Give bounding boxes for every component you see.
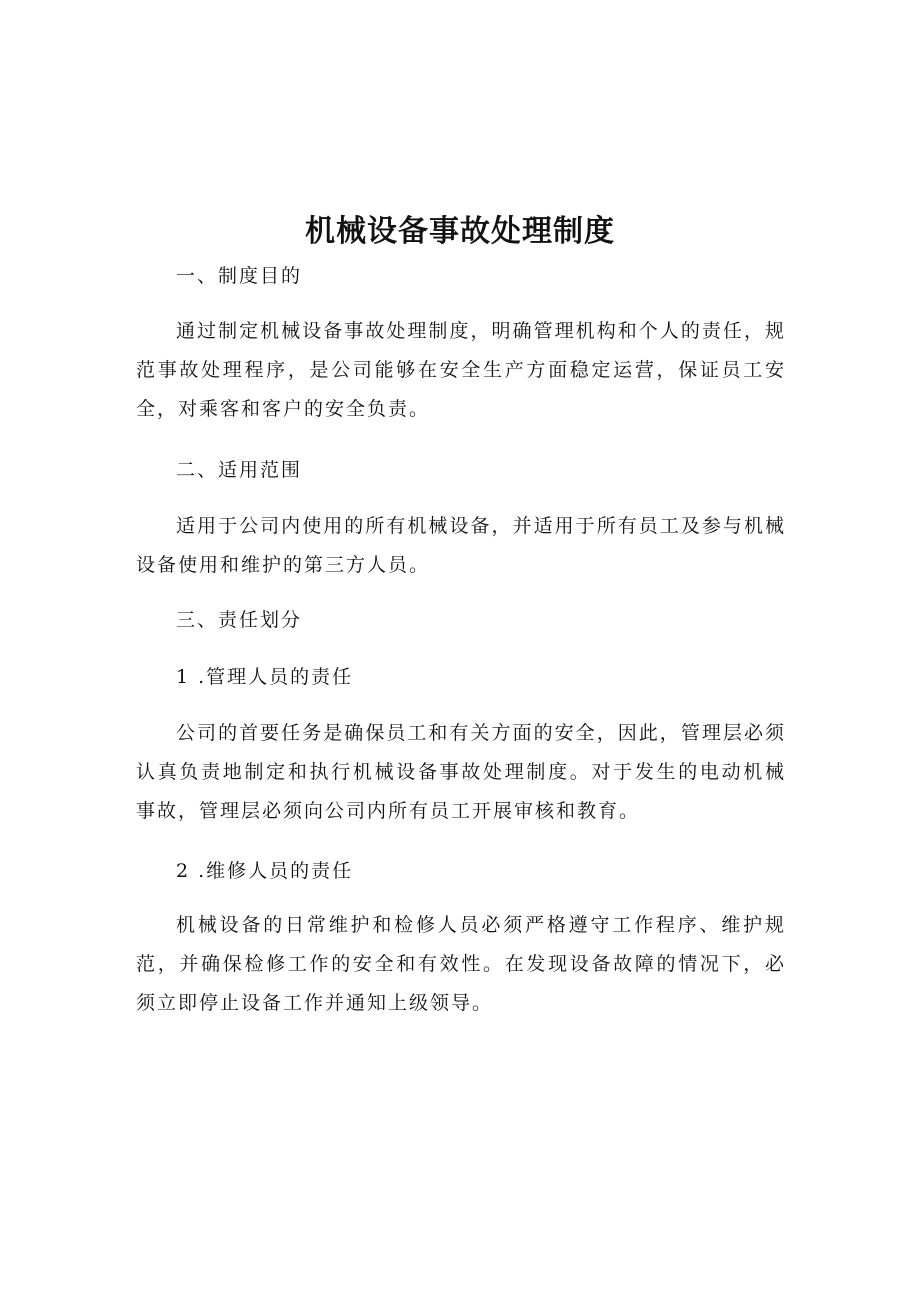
section-heading-responsibilities: 三、责任划分 (176, 609, 303, 631)
section-paragraph-purpose: 通过制定机械设备事故处理制度，明确管理机构和个人的责任，规范事故处理程序，是公司能够在安全生产方面稳定运营，保证员工安全，对乘客和客户的安全负责。 (136, 320, 786, 420)
section-heading-scope: 二、适用范围 (176, 459, 303, 481)
subsection-paragraph-maintenance: 机械设备的日常维护和检修人员必须严格遵守工作程序、维护规范，并确保检修工作的安全和有效性。在发现设备故障的情况下，必须立即停止设备工作并通知上级领导。 (136, 914, 786, 1014)
document-title: 机械设备事故处理制度 (305, 214, 615, 249)
section-paragraph-scope: 适用于公司内使用的所有机械设备，并适用于所有员工及参与机械设备使用和维护的第三方人员。 (136, 515, 786, 576)
subsection-paragraph-management: 公司的首要任务是确保员工和有关方面的安全，因此，管理层必须认真负责地制定和执行机械设备事故处理制度。对于发生的电动机械事故，管理层必须向公司内所有员工开展审核和教育。 (136, 722, 786, 822)
subsection-heading-management: 1 .管理人员的责任 (176, 666, 354, 688)
subsection-heading-maintenance: 2 .维修人员的责任 (176, 860, 354, 882)
section-heading-purpose: 一、制度目的 (176, 265, 303, 287)
